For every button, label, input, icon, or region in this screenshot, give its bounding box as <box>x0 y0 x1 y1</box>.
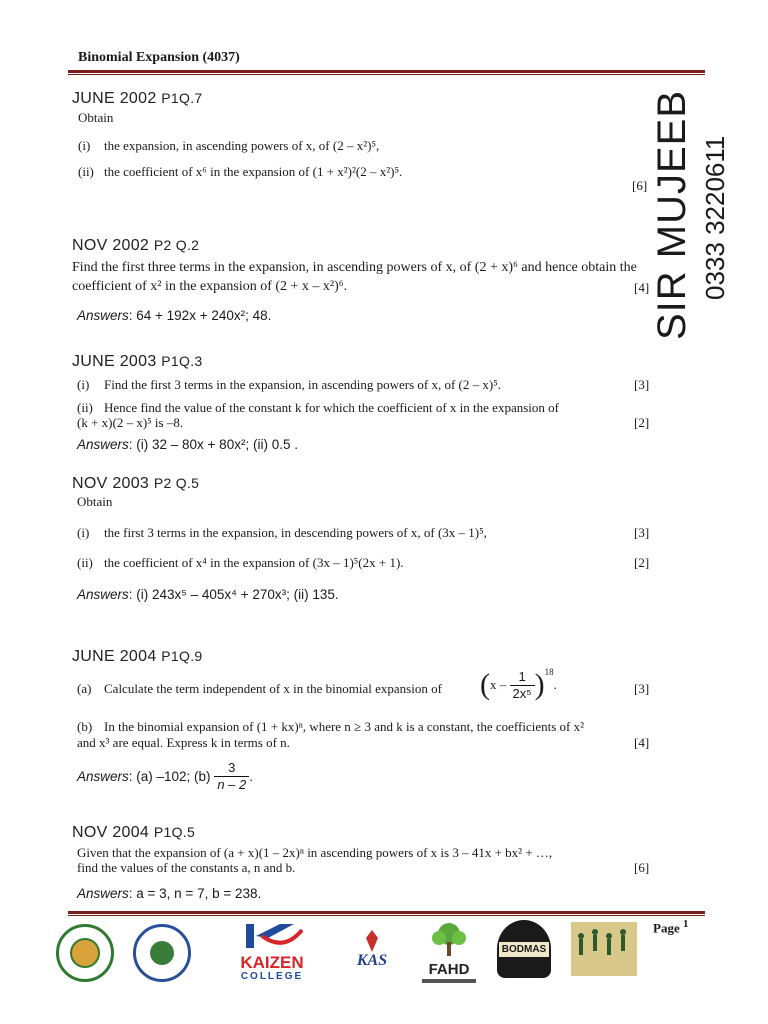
q5-part-a-expression <box>480 668 557 702</box>
q5-expr-fraction <box>510 669 535 702</box>
q3-part-i-text: Find the first 3 terms in the expansion, in ascending powers of x, of (2 – x)⁵. <box>104 377 501 392</box>
document-title: Binomial Expansion (4037) <box>78 50 240 65</box>
seal-center-icon <box>70 938 100 968</box>
q5-part-b-label: (b) <box>77 719 93 734</box>
author-phone-vertical <box>700 135 731 300</box>
q3-heading-code: P1Q.3 <box>161 353 203 369</box>
q4-part-ii-marks: [2] <box>634 555 650 570</box>
q3-answer <box>77 437 298 452</box>
q5-power: 18 <box>544 666 554 677</box>
q4-answer <box>77 587 339 602</box>
page-number <box>653 918 688 936</box>
q5-part-b-text2: and x³ are equal. Express k in terms of n. <box>77 735 290 750</box>
q6-answer-label: Answers <box>77 886 129 901</box>
q5-heading <box>72 648 202 666</box>
q4-heading-code: P2 Q.5 <box>153 475 200 491</box>
people-jumping-icon <box>571 922 637 976</box>
top-rule <box>68 70 705 73</box>
kas-logo <box>340 930 404 974</box>
q2-answer <box>77 308 271 323</box>
q3-answer-label: Answers <box>77 437 129 452</box>
q4-part-i-text: the first 3 terms in the expansion, in descending powers of x, of (3x – 1)⁵, <box>104 525 487 540</box>
q6-heading-main: NOV 2004 <box>72 824 150 841</box>
q2-heading-main: NOV 2002 <box>72 237 150 254</box>
q6-answer-text: : a = 3, n = 7, b = 238. <box>128 886 262 901</box>
q3-answer-text: : (i) 32 – 80x + 80x²; (ii) 0.5 . <box>128 437 298 452</box>
q3-part-i-marks: [3] <box>634 377 650 392</box>
page-number-value: 1 <box>682 918 689 930</box>
q3-part-i-label: (i) <box>77 377 90 392</box>
q4-part-ii-text: the coefficient of x⁴ in the expansion of (3x – 1)⁵(2x + 1). <box>104 555 404 570</box>
q1-heading-main: JUNE 2002 <box>72 90 157 107</box>
q4-answer-text: : (i) 243x⁵ – 405x⁴ + 270x³; (ii) 135. <box>128 587 339 602</box>
page-label: Page <box>653 920 680 936</box>
tree-icon <box>422 922 476 956</box>
pen-icon <box>362 930 382 952</box>
q1-part-i-text: the expansion, in ascending powers of x, of (2 – x²)⁵, <box>104 138 380 153</box>
q1-heading <box>72 90 202 108</box>
q5-open-paren: ( <box>480 668 490 701</box>
kaizen-college-text: COLLEGE <box>240 971 304 982</box>
q2-answer-label: Answers <box>77 308 129 323</box>
kaizen-name: KAIZEN <box>240 953 304 972</box>
q3-part-ii-text2: (k + x)(2 – x)⁵ is –8. <box>77 415 184 430</box>
q5-frac-den: 2x⁵ <box>512 685 532 701</box>
top-rule-thin <box>68 74 705 75</box>
q4-heading <box>72 475 199 493</box>
q4-part-i-marks: [3] <box>634 525 650 540</box>
q5-frac-num: 1 <box>510 669 535 686</box>
q4-part-ii-label: (ii) <box>77 555 93 570</box>
q4-part-i-label: (i) <box>77 525 90 540</box>
q5-answer-fraction <box>214 760 249 793</box>
q1-part-ii-label: (ii) <box>78 164 94 179</box>
oak-tree-icon <box>150 941 174 965</box>
fahd-logo <box>422 922 476 982</box>
q5-answer-num: 3 <box>214 760 249 777</box>
q5-part-a-label: (a) <box>77 681 92 696</box>
q3-part-ii-marks: [2] <box>634 415 650 430</box>
q1-part-i-label: (i) <box>78 138 91 153</box>
q5-answer-label: Answers <box>77 769 129 784</box>
oaks-academy-seal-logo <box>133 924 191 982</box>
author-phone: 0333 3220611 <box>700 135 730 300</box>
q5-part-b-text: In the binomial expansion of (1 + kx)ⁿ, where n ≥ 3 and k is a constant, the coefficients of x² <box>104 719 584 734</box>
q5-expr-left: x – <box>490 677 507 692</box>
q1-heading-code: P1Q.7 <box>161 90 203 106</box>
author-name-vertical <box>650 80 695 340</box>
people-jumping-logo <box>571 922 637 976</box>
q3-part-ii-text: Hence find the value of the constant k for which the coefficient of x in the expansion of <box>104 400 559 415</box>
q5-part-b-marks: [4] <box>634 735 650 750</box>
q6-line1: Given that the expansion of (a + x)(1 – 2x)ⁿ in ascending powers of x is 3 – 41x + bx² + …, <box>77 845 553 860</box>
q2-line1: Find the first three terms in the expansion, in ascending powers of x, of (2 + x)⁶ and hence obtain the <box>72 260 637 275</box>
bodmas-text: BODMAS <box>499 942 549 957</box>
q3-part-ii-label: (ii) <box>77 400 93 415</box>
q2-heading <box>72 237 199 255</box>
fahd-text: FAHD <box>428 961 470 978</box>
school-seal-1-logo <box>56 924 114 982</box>
q4-heading-main: NOV 2003 <box>72 475 150 492</box>
q5-heading-main: JUNE 2004 <box>72 648 157 665</box>
fahd-underline <box>422 979 476 983</box>
bottom-rule <box>68 911 705 914</box>
kaizen-college-logo <box>232 922 312 982</box>
q6-answer <box>77 886 261 901</box>
q2-line2: coefficient of x² in the expansion of (2 + x – x²)⁶. <box>72 279 348 294</box>
q6-marks: [6] <box>634 860 650 875</box>
q2-answer-text: : 64 + 192x + 240x²; 48. <box>128 308 272 323</box>
kaizen-k-icon <box>232 922 312 950</box>
q1-intro: Obtain <box>78 110 114 125</box>
q5-answer-den: n – 2 <box>217 777 247 792</box>
q4-intro: Obtain <box>77 494 113 509</box>
q3-heading-main: JUNE 2003 <box>72 353 157 370</box>
q4-answer-label: Answers <box>77 587 129 602</box>
q5-answer-text: : (a) –102; (b) <box>128 769 211 784</box>
q2-heading-code: P2 Q.2 <box>153 237 200 253</box>
q5-answer-period: . <box>249 769 254 784</box>
bodmas-logo <box>497 920 551 978</box>
q5-answer <box>77 760 253 793</box>
q5-part-a-text: Calculate the term independent of x in the binomial expansion of <box>104 681 442 696</box>
q6-heading <box>72 824 195 842</box>
q5-close-paren: ) <box>534 668 545 701</box>
kas-text: KAS <box>356 952 388 969</box>
q5-expr-period: . <box>553 677 557 692</box>
q5-part-a-marks: [3] <box>634 681 650 696</box>
q6-heading-code: P1Q.5 <box>153 824 196 840</box>
q2-marks: [4] <box>634 280 650 295</box>
author-name: SIR MUJEEB <box>650 89 694 340</box>
q3-heading <box>72 353 202 371</box>
q5-heading-code: P1Q.9 <box>161 648 203 664</box>
q1-part-ii-text: the coefficient of x⁶ in the expansion of (1 + x²)²(2 – x²)⁵. <box>104 164 403 179</box>
q6-line2: find the values of the constants a, n and b. <box>77 860 296 875</box>
bottom-rule-thin <box>68 915 705 916</box>
q1-marks: [6] <box>632 178 648 193</box>
